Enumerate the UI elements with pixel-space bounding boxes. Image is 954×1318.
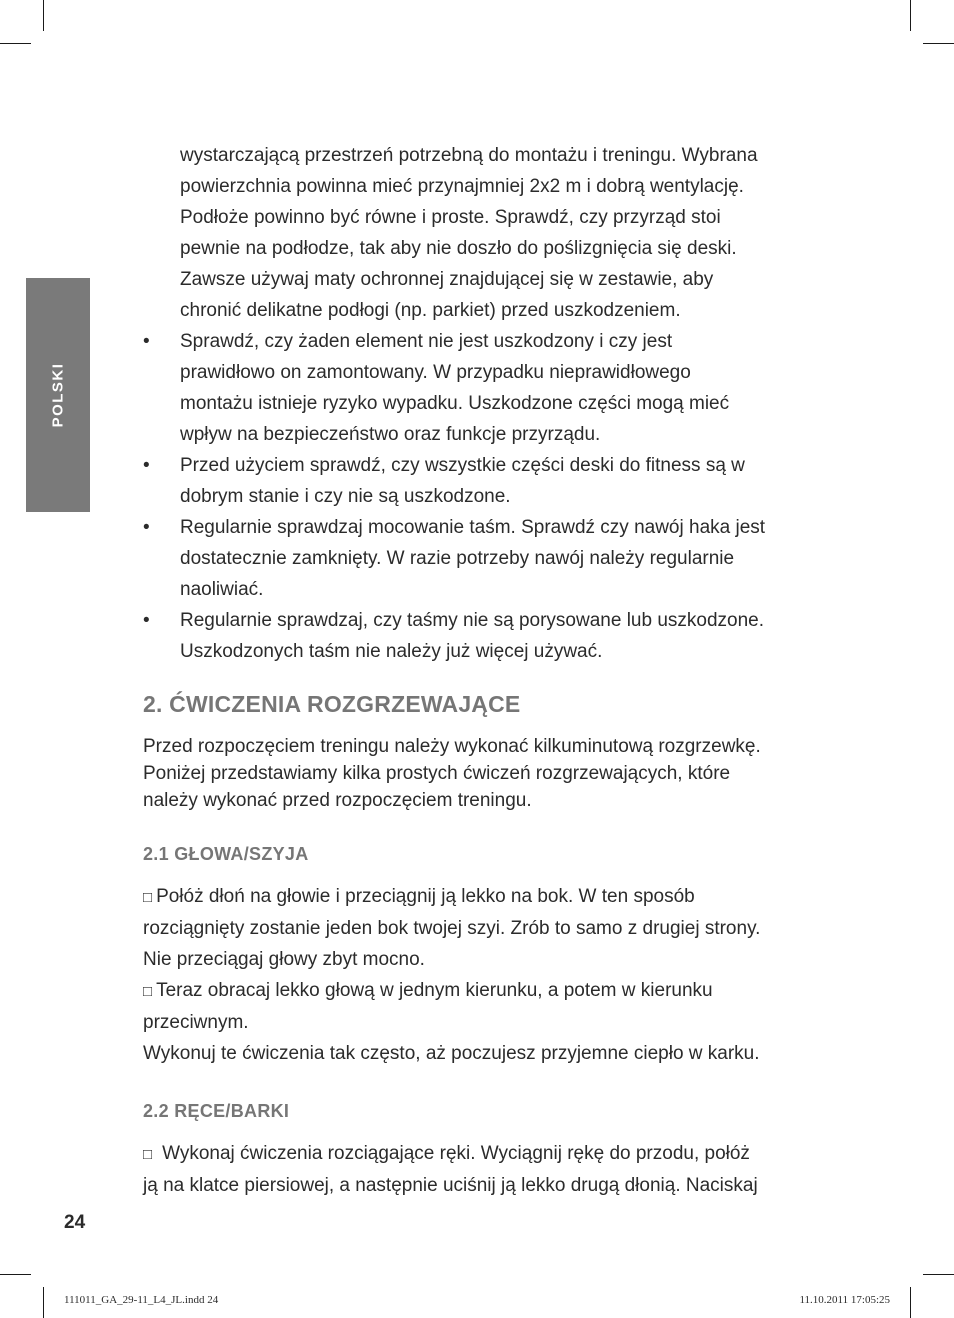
- text-line: prawidłowo on zamontowany. W przypadku nieprawidłowego: [180, 362, 691, 383]
- bullet-marker: •: [143, 331, 150, 352]
- text-line: Uszkodzonych taśm nie należy już więcej używać.: [180, 641, 603, 662]
- warmup-intro-paragraph: [143, 733, 823, 814]
- text-line: Wykonaj ćwiczenia rozciągające ręki. Wyciągnij rękę do przodu, połóż: [162, 1143, 750, 1164]
- subsection-heading-head-neck: 2.1 GŁOWA/SZYJA: [143, 844, 309, 864]
- head-neck-exercises: [143, 881, 823, 1069]
- text-line: Regularnie sprawdzaj mocowanie taśm. Sprawdź czy nawój haka jest: [180, 517, 766, 538]
- text-line: Nie przeciągaj głowy zbyt mocno.: [143, 949, 425, 970]
- crop-mark-bottom-right-h: [923, 1274, 954, 1275]
- checkbox-square-icon: □: [143, 1146, 153, 1163]
- text-line: rozciągnięty zostanie jeden bok twojej szyi. Zrób to samo z drugiej strony.: [143, 918, 761, 939]
- print-file-slug: 111011_GA_29-11_L4_JL.indd 24: [64, 1294, 219, 1306]
- crop-mark-bottom-right-v: [910, 1287, 911, 1318]
- text-line: Połóż dłoń na głowie i przeciągnij ją lekko na bok. W ten sposób: [156, 886, 695, 907]
- bullet-item: [143, 605, 823, 667]
- text-line: Przed rozpoczęciem treningu należy wykonać kilkuminutową rozgrzewkę.: [143, 736, 761, 757]
- arms-shoulders-exercises: [143, 1138, 823, 1201]
- text-line: dostatecznie zamknięty. W razie potrzeby nawój należy regularnie: [180, 548, 735, 569]
- language-tab-label: POLSKI: [49, 362, 67, 428]
- text-line: powierzchnia powinna mieć przynajmniej 2x2 m i dobrą wentylację.: [180, 176, 744, 197]
- crop-mark-top-right-h: [923, 43, 954, 44]
- text-line: przeciwnym.: [143, 1012, 249, 1033]
- crop-mark-top-left-h: [0, 43, 31, 44]
- crop-mark-top-left-v: [43, 0, 44, 31]
- continued-paragraph: [180, 140, 823, 326]
- language-side-tab: [26, 278, 90, 512]
- bullet-marker: •: [143, 610, 150, 631]
- crop-mark-bottom-left-h: [0, 1274, 31, 1275]
- page-number: 24: [64, 1212, 86, 1233]
- checkbox-square-icon: □: [143, 889, 153, 906]
- exercise-item: [143, 1138, 823, 1201]
- text-line: Regularnie sprawdzaj, czy taśmy nie są porysowane lub uszkodzone.: [180, 610, 765, 631]
- text-line: pewnie na podłodze, tak aby nie doszło do poślizgnięcia się deski.: [180, 238, 737, 259]
- exercise-item: [143, 881, 823, 975]
- text-line: Przed użyciem sprawdź, czy wszystkie części deski do fitness są w: [180, 455, 745, 476]
- bullet-marker: •: [143, 455, 150, 476]
- text-line: wystarczającą przestrzeń potrzebną do montażu i treningu. Wybrana: [180, 145, 758, 166]
- bullet-item: [143, 450, 823, 512]
- text-line: Sprawdź, czy żaden element nie jest uszkodzony i czy jest: [180, 331, 673, 352]
- text-line: wpływ na bezpieczeństwo oraz funkcje przyrządu.: [180, 424, 601, 445]
- safety-bullet-list: [143, 326, 823, 667]
- checkbox-square-icon: □: [143, 983, 153, 1000]
- text-line: Teraz obracaj lekko głową w jednym kierunku, a potem w kierunku: [156, 980, 713, 1001]
- text-line: ją na klatce piersiowej, a następnie uciśnij ją lekko drugą dłonią. Naciskaj: [143, 1175, 758, 1196]
- text-line: dobrym stanie i czy nie są uszkodzone.: [180, 486, 511, 507]
- crop-mark-top-right-v: [910, 0, 911, 31]
- bullet-item: [143, 512, 823, 605]
- print-timestamp: 11.10.2011 17:05:25: [799, 1294, 890, 1306]
- page-content: [143, 140, 823, 1201]
- text-line: naoliwiać.: [180, 579, 264, 600]
- text-line: montażu istnieje ryzyko wypadku. Uszkodzone części mogą mieć: [180, 393, 730, 414]
- crop-mark-bottom-left-v: [43, 1287, 44, 1318]
- bullet-marker: •: [143, 517, 150, 538]
- subsection-heading-arms-shoulders: 2.2 RĘCE/BARKI: [143, 1101, 290, 1121]
- text-line: Podłoże powinno być równe i proste. Sprawdź, czy przyrząd stoi: [180, 207, 721, 228]
- exercise-closing-note: Wykonuj te ćwiczenia tak często, aż poczujesz przyjemne ciepło w karku.: [143, 1043, 760, 1064]
- section-heading-warmup: 2. ĆWICZENIA ROZGRZEWAJĄCE: [143, 691, 521, 717]
- text-line: należy wykonać przed rozpoczęciem treningu.: [143, 790, 532, 811]
- bullet-item: [143, 326, 823, 450]
- text-line: Zawsze używaj maty ochronnej znajdującej się w zestawie, aby: [180, 269, 714, 290]
- exercise-item: [143, 975, 823, 1038]
- text-line: chronić delikatne podłogi (np. parkiet) przed uszkodzeniem.: [180, 300, 681, 321]
- text-line: Poniżej przedstawiamy kilka prostych ćwiczeń rozgrzewających, które: [143, 763, 731, 784]
